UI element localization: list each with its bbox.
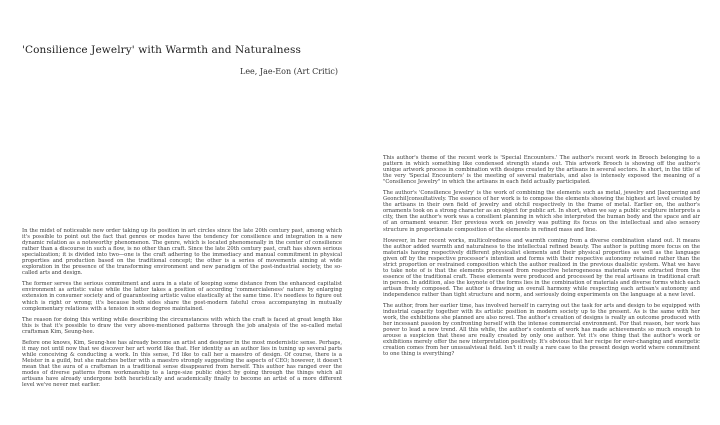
- paragraph: The author's 'Consilience Jewelry' is the work of combining the elements such as metal, jewelry and [lacquering and Geonchil]consultatively. The essence of her work is to compose the elements showing the highest art level created by the artisans in their own field of jewelry and otchil respectively in the frame of metal. Earlier on, the author's ornaments took on a strong character as an object for public art. In short, when we say a public sculpture interprets a city, then the author's work was a consilient planning in which she interpreted the human body and the space and air of an ornament wearer. Her previous work on jewelry was putting its focus on the intellectual and also sensory structure in proportionate composition of the elements in refined mass and line.: [383, 190, 700, 233]
- paragraph: In the midst of noticeable new order taking up its position in art circles since the late 20th century past, among which it's possible to point out the fact that genres or modes have the tendency for consilience and integration in a new dynamic relation as a noteworthy phenomenon. The genre, which is located phenomenally in the center of consilience rather than a discourse in such a flow, is no other than craft. Since the late 20th century past, craft has shown serious specialization; it is divided into two—one is the craft adhering to the immediacy and manual commitment in physical properties and production based on the traditional concept; the other is a series of movements aiming at wide exploration in the presence of the transforming environment and new paradigm of the post-industrial society, the so-called arts and design.: [22, 228, 342, 277]
- paragraph: The reason for doing this writing while describing the circumstances with which the craft is faced at great length like this is that it's possible to draw the very above-mentioned patterns through the job analysis of the so-called metal craftsman Kim, Seung-hee.: [22, 316, 342, 335]
- document-title: 'Consilience Jewelry' with Warmth and Naturalness: [22, 44, 301, 56]
- right-text-column: [383, 155, 700, 362]
- paragraph: However, in her recent works, multicolredness and warmth coming from a diverse combination stand out. It means the author added warmth and naturalness to the intellectual refined beauty. The author is putting more focus on the materials having respectively different physicalist elements and their physical properties as well as the language given off by the respective processor's intention and forms with their respective autonomy retained rather than the strict proportion or restrained composition which the author realized in the previous dualistic system. What we have to take note of is that the elements processed from respective heterogeneous materials were extracted from the essence of the traditional craft. These elements were produced and processed by the real artisans in traditional craft in person. In addition, also the keynote of the forms lies in the combination of materials and diverse forms which each artisan freely composed. The author is drawing an overall harmony while respecting each artisan's autonomy and independence rather than tight structure and norm, and seriously doing experiments on the language at a new level.: [383, 237, 700, 298]
- paragraph: The author, from her earlier time, has involved herself in carrying out the task for arts and design to be equipped with industrial capacity together with its artistic position in modern society up to the present. As is the same with her work, the exhibitions she planned are also novel. The author's creation of designs is really an outcome produced with her incessant passion by confronting herself with the intense commercial environment. For that reason, her work has power to lead a new trend. All this while, the author's contents of work has made achievements so much enough to arouse a suspicion that these are really created by only one author. Yet it's one thing that the author's work or exhibitions merely offer the new interpretation positively. It's obvious that her recipe for ever-changing and energetic creation comes from her unusualvisual field. Isn't it really a rare case to the present design world where commitment to one thing is everything?: [383, 303, 700, 358]
- paragraph: The former serves the serious commitment and aura in a state of keeping some distance from the enhanced capitalist environment as artistic value while the latter takes a position of according 'commercialeness' nature by enlarging extension in consumer society and of guaranteeing artistic value elastically at the same time. It's needless to figure out which is right or wrong; it's because both sides share the post-modern fateful cross accompanying in mutually complementary relations with a tension in some degree maintained.: [22, 281, 342, 312]
- paragraph: Before one knows, Kim, Seung-hee has already become an artist and designer in the most modernistic sense. Perhaps, it may not until now that we discover her art world like that. Her identity as an author lies in tuning up several parts while conceiving & conducting a work. In this sense, I'd like to call her a maestro of design. Of course, there is a Meister in a guild, but she matches better with a maestro strongly suggesting the aspects of CEO; however, it doesn't mean that the aura of a craftsman in a traditional sense disappeared from herself. This author has ranged over the modes of diverse patterns from workmanship to a large-size public object by going through the things which all artisans have already undergone both heuristically and academically finally to become an artist of a more different level we've never met earlier.: [22, 339, 342, 389]
- paragraph: This author's theme of the recent work is 'Special Encounters.' The author's recent work in Brooch belonging to a pattern in which something like condensed strength stands out. This artwork Brooch is showing off the author's unique artwork process in combination with designs created by the artisans in several sectors. In short, in the title of the very 'Special Encounters' is the meeting of several materials, and also is intensely exposed the meaning of a "Consilience Jewelry" in which the artisans in each field actually participated.: [383, 155, 700, 186]
- left-text-column: [22, 228, 342, 393]
- author-byline: Lee, Jae-Eon (Art Critic): [240, 67, 338, 76]
